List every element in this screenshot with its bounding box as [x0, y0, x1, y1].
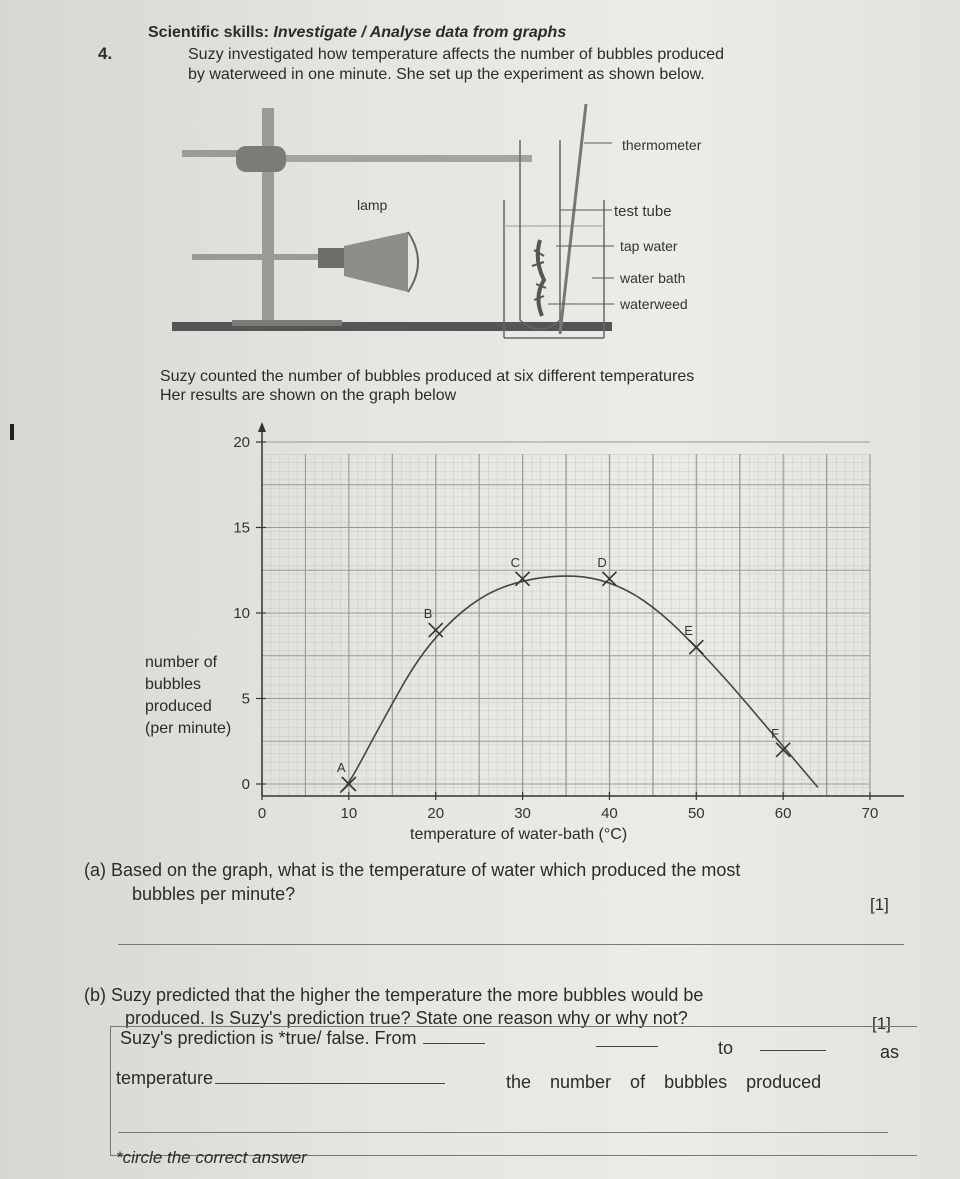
part-a-answer-line[interactable]	[118, 944, 904, 945]
part-b-line-1: (b) Suzy predicted that the higher the temperature the more bubbles would be	[84, 985, 704, 1005]
x-tick-label: 70	[861, 805, 879, 822]
fill-sentence-2: temperature	[116, 1068, 465, 1089]
label-test-tube: test tube	[614, 203, 672, 220]
x-tick-label: 20	[427, 805, 445, 822]
label-lamp: lamp	[357, 197, 388, 213]
x-axis-label: temperature of water-bath (°C)	[410, 826, 628, 843]
data-point-label: C	[510, 554, 520, 570]
fill-to-word: to	[718, 1038, 734, 1058]
y-tick-label: 20	[233, 434, 250, 451]
intro-line-1: Suzy investigated how temperature affects the number of bubbles produced	[188, 46, 725, 63]
x-tick-label: 50	[687, 805, 705, 822]
x-tick-label: 0	[257, 805, 267, 822]
data-point-label: F	[771, 725, 780, 741]
y-axis-arrow	[258, 422, 266, 432]
fill-as-word: as	[880, 1042, 900, 1062]
label-tap-water: tap water	[620, 238, 678, 254]
blank-to-line[interactable]	[760, 1050, 826, 1051]
part-a-line-1: (a) Based on the graph, what is the temperature of water which produced the most	[84, 860, 741, 880]
data-point-label: D	[597, 554, 607, 570]
part-a-marks: [1]	[870, 895, 889, 914]
x-tick-label: 30	[514, 805, 531, 822]
data-point-label: B	[423, 606, 433, 622]
x-tick-label: 10	[340, 805, 358, 822]
circle-note: *circle the correct answer	[116, 1148, 307, 1167]
blank-from-line[interactable]	[596, 1046, 658, 1047]
part-b-marks: [1]	[872, 1014, 891, 1033]
blank-from[interactable]	[423, 1043, 485, 1044]
y-tick-label: 10	[233, 605, 250, 622]
y-tick-label: 15	[233, 519, 250, 537]
part-b-line-2: produced. Is Suzy's prediction true? State one reason why or why not?	[125, 1008, 688, 1028]
label-waterweed: waterweed	[620, 296, 688, 312]
blank-temperature[interactable]	[215, 1083, 445, 1084]
x-tick-label: 40	[601, 805, 618, 822]
label-water-bath: water bath	[620, 270, 686, 286]
y-tick-label: 0	[241, 776, 250, 793]
part-b-extra-line[interactable]	[118, 1132, 888, 1133]
results-line-2: Her results are shown on the graph below	[160, 387, 457, 404]
question-title: Scientific skills: Investigate / Analyse data from graphs	[148, 24, 567, 41]
data-point-label: A	[336, 760, 346, 775]
data-point-label: E	[684, 623, 693, 639]
y-tick-label: 5	[241, 690, 250, 708]
label-thermometer: thermometer	[622, 137, 702, 153]
intro-line-2: by waterweed in one minute. She set up the experiment as shown below.	[188, 66, 705, 83]
x-tick-label: 60	[774, 805, 792, 822]
fill-sentence-2-end: the number of bubbles produced	[506, 1072, 822, 1092]
results-line-1: Suzy counted the number of bubbles produced at six different temperatures	[160, 368, 695, 385]
y-axis-label: number of bubbles produced (per minute)	[145, 654, 232, 737]
fill-sentence-1: Suzy's prediction is *true/ false. From	[120, 1028, 509, 1049]
question-number: 4.	[98, 44, 113, 63]
part-a-line-2: bubbles per minute?	[132, 884, 296, 904]
